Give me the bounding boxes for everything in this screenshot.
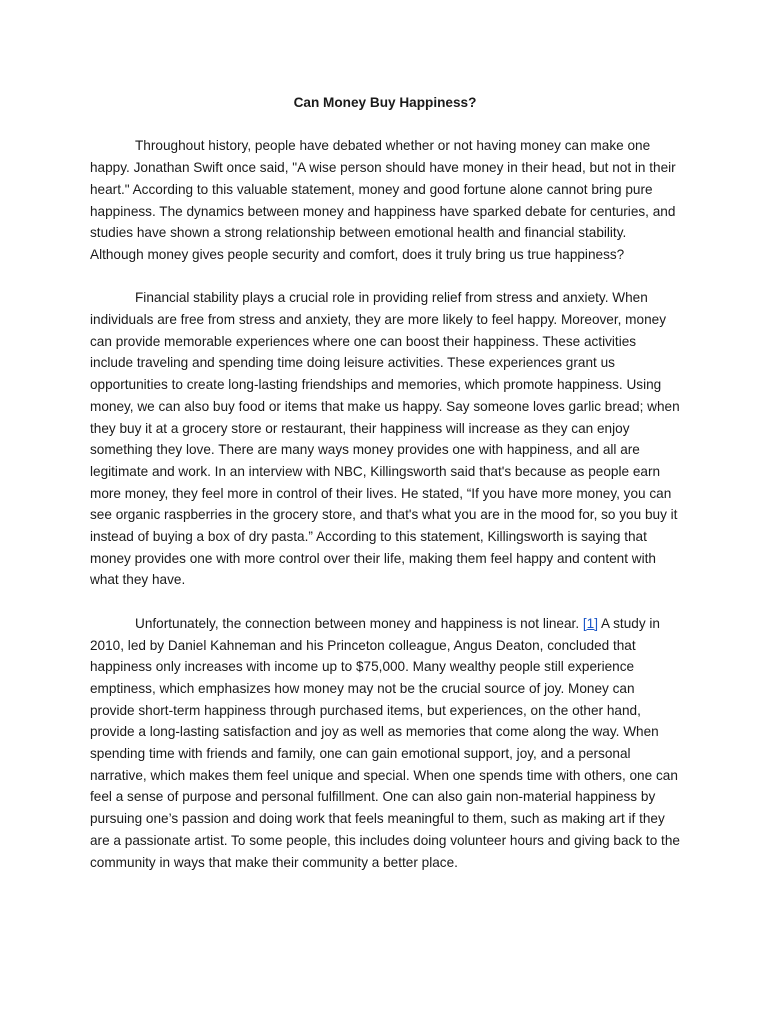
- paragraph-intro: Throughout history, people have debated whether or not having money can make one happy. Jonathan Swift once said, "A wise person should have money in their head, but not in their heart." According to this valuable statement, money and good fortune alone cannot bring pure happiness. The dynamics between money and happiness have sparked debate for centuries, and studies have shown a strong relationship between emotional health and financial stability. Although money gives people security and comfort, does it truly bring us true happiness?: [90, 138, 676, 262]
- paragraph-not-linear-rest: A study in 2010, led by Daniel Kahneman and his Princeton colleague, Angus Deaton, concluded that happiness only increases with income up to $75,000. Many wealthy people still experience emptiness, which emphasizes how money may not be the crucial source of joy. Money can provide short-term happiness through purchased items, but experiences, on the other hand, provide a long-lasting satisfaction and joy as well as memories that come along the way. When spending time with friends and family, one can gain emotional support, joy, and a personal narrative, which makes them feel unique and special. When one spends time with others, one can feel a sense of purpose and personal fulfillment. One can also gain non-material happiness by pursuing one’s passion and doing work that feels meaningful to them, such as making art if they are a passionate artist. To some people, this includes doing volunteer hours and giving back to the community in ways that make their community a better place.: [90, 615, 680, 870]
- paragraph-financial-stability: Financial stability plays a crucial role in providing relief from stress and anxiety. When individuals are free from stress and anxiety, they are more likely to feel happy. Moreover, money can provide memorable experiences where one can boost their happiness. These activities include traveling and spending time doing leisure activities. These experiences grant us opportunities to create long-lasting friendships and memories, which promote happiness. Using money, we can also buy food or items that make us happy. Say someone loves garlic bread; when they buy it at a grocery store or restaurant, their happiness will increase as they can enjoy something they love. There are many ways money provides one with happiness, and all are legitimate and work. In an interview with NBC, Killingsworth said that's because as people earn more money, they feel more in control of their lives. He stated, “If you have more money, you can see organic raspberries in the grocery store, and that's what you are in the mood for, so you buy it instead of buying a box of dry pasta.” According to this statement, Killingsworth is saying that money provides one with more control over their life, making them feel happy and content with what they have.: [90, 290, 680, 588]
- document-body: [90, 92, 680, 873]
- document-title: Can Money Buy Happiness?: [293, 95, 477, 110]
- footnote-link[interactable]: [1]: [582, 615, 599, 631]
- paragraph-not-linear-lead: Unfortunately, the connection between money and happiness is not linear.: [135, 615, 583, 631]
- paragraph-not-linear: [90, 613, 680, 873]
